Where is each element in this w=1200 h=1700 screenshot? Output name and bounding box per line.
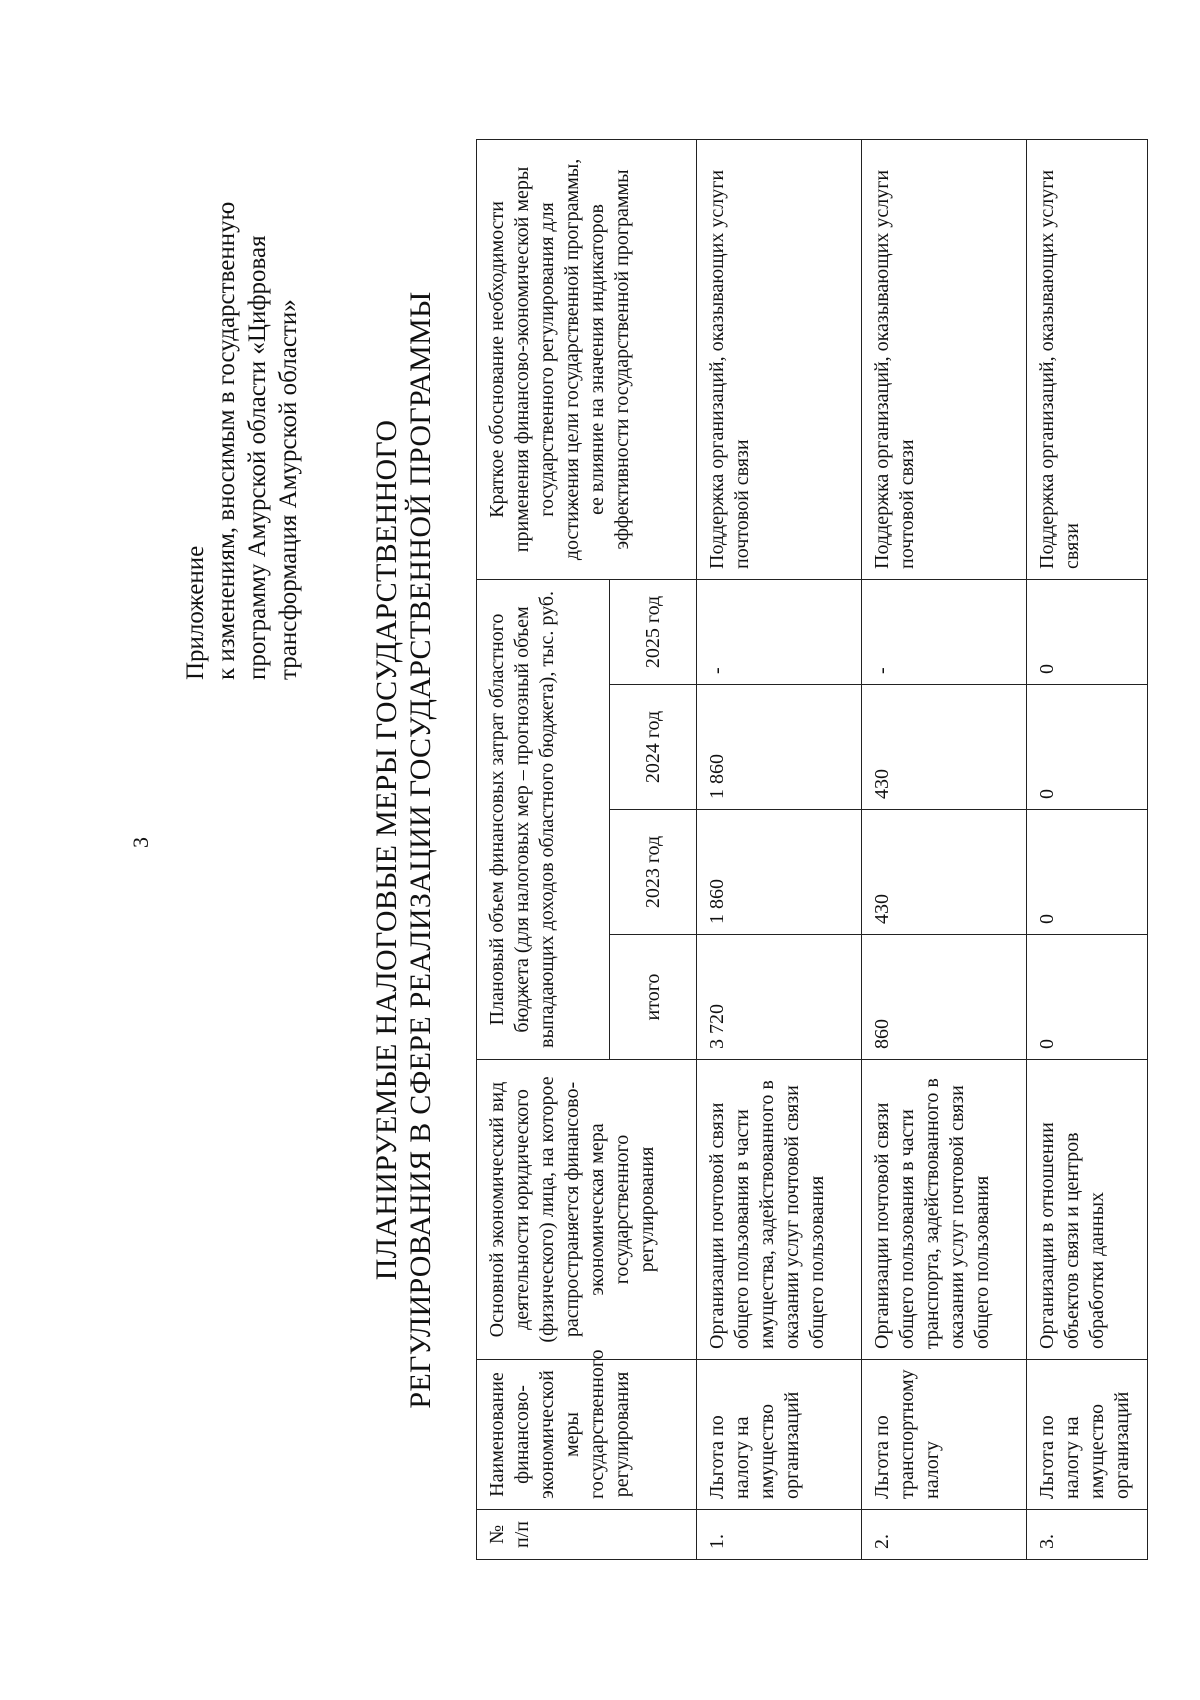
appendix-line: трансформация Амурской области» <box>275 299 302 680</box>
cell-2023: 0 <box>1027 810 1148 935</box>
cell-total: 860 <box>862 935 1027 1060</box>
cell-total: 0 <box>1027 935 1148 1060</box>
cell-justification: Поддержка организаций, оказывающих услуги почтовой связи <box>862 139 1027 579</box>
table-row <box>1027 139 1148 1559</box>
appendix-line: Приложение <box>182 545 209 680</box>
title-line-2: РЕГУЛИРОВАНИЯ В СФЕРЕ РЕАЛИЗАЦИИ ГОСУДАРСТВЕННОЙ ПРОГРАММЫ <box>404 291 437 1409</box>
appendix-note <box>180 160 304 680</box>
page-number: 3 <box>128 837 153 848</box>
subheader-2025: 2025 год <box>610 579 697 684</box>
cell-measure-name: Льгота по налогу на имущество организаций <box>697 1360 862 1510</box>
cell-num: 3. <box>1027 1510 1148 1560</box>
title-line-1: ПЛАНИРУЕМЫЕ НАЛОГОВЫЕ МЕРЫ ГОСУДАРСТВЕННОГО <box>370 419 403 1281</box>
cell-measure-name: Льгота по налогу на имущество организаций <box>1027 1360 1148 1510</box>
cell-2024: 0 <box>1027 685 1148 810</box>
cell-total: 3 720 <box>697 935 862 1060</box>
cell-2025: - <box>862 579 1027 684</box>
appendix-line: к изменениям, вносимым в государственную <box>213 201 240 680</box>
cell-activity: Организации почтовой связи общего пользования в части транспорта, задействованного в оказании услуг почтовой связи общего пользования <box>862 1060 1027 1360</box>
cell-num: 1. <box>697 1510 862 1560</box>
cell-2023: 430 <box>862 810 1027 935</box>
document-title <box>370 100 438 1600</box>
cell-2024: 430 <box>862 685 1027 810</box>
cell-2025: 0 <box>1027 579 1148 684</box>
tax-measures-table <box>476 139 1148 1560</box>
header-measure-name: Наименование финансово-экономической меры государственного регулирования <box>477 1360 697 1510</box>
subheader-2023: 2023 год <box>610 810 697 935</box>
cell-measure-name: Льгота по транспортному налогу <box>862 1360 1027 1510</box>
header-planned-volume: Плановый объем финансовых затрат областного бюджета (для налоговых мер – прогнозный объем выпадающих доходов областного бюджета), тыс. руб. <box>477 579 610 1059</box>
cell-justification: Поддержка организаций, оказывающих услуги почтовой связи <box>697 139 862 579</box>
appendix-line: программу Амурской области «Цифровая <box>244 235 271 680</box>
subheader-total: итого <box>610 935 697 1060</box>
cell-2023: 1 860 <box>697 810 862 935</box>
header-num: № п/п <box>477 1510 697 1560</box>
subheader-2024: 2024 год <box>610 685 697 810</box>
cell-2024: 1 860 <box>697 685 862 810</box>
table-row <box>862 139 1027 1559</box>
cell-activity: Организации в отношении объектов связи и центров обработки данных <box>1027 1060 1148 1360</box>
cell-justification: Поддержка организаций, оказывающих услуги связи <box>1027 139 1148 579</box>
header-justification: Краткое обоснование необходимости применения финансово-экономической меры государственного регулирования для достижения цели государственной программы, ее влияние на значения индикаторов эффективности государственной программы <box>477 139 697 579</box>
table-row <box>697 139 862 1559</box>
cell-num: 2. <box>862 1510 1027 1560</box>
cell-activity: Организации почтовой связи общего пользования в части имущества, задействованного в оказании услуг почтовой связи общего пользования <box>697 1060 862 1360</box>
cell-2025: - <box>697 579 862 684</box>
header-activity: Основной экономический вид деятельности юридического (физического) лица, на которое распространяется финансово-экономическая мера государственного регулирования <box>477 1060 697 1360</box>
